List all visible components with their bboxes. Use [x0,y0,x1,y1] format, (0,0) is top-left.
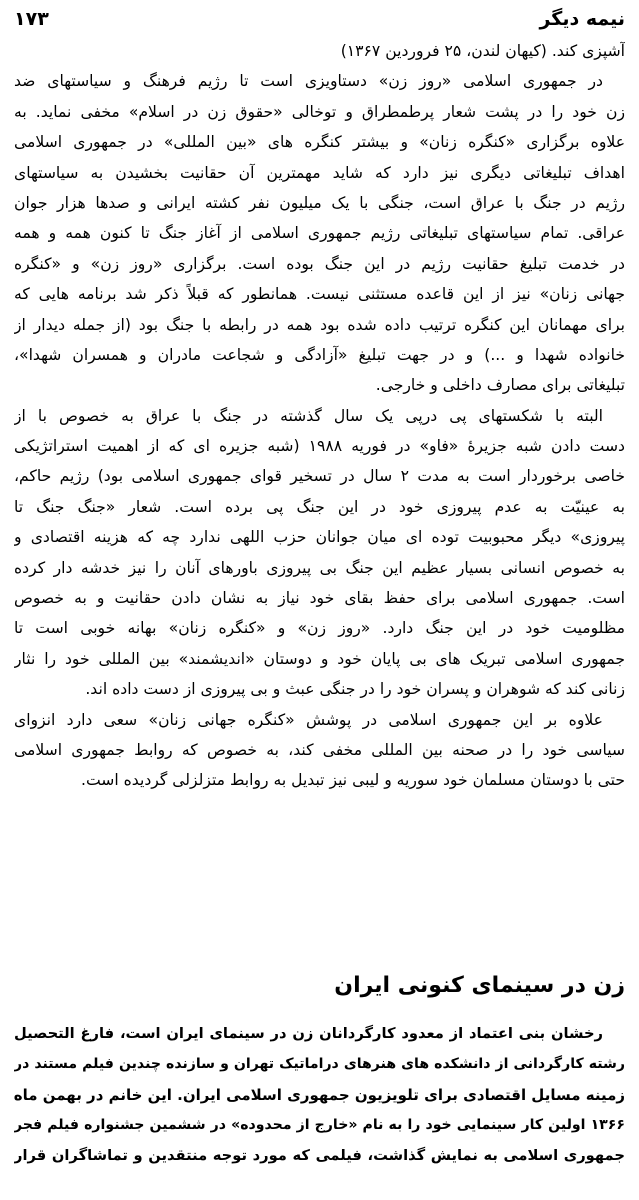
text-line: حتی با دوستان مسلمان خود سوریه و لیبی نیز تبدیل به روابط متزلزلی گردیده است. [81,771,625,790]
paragraph [14,401,625,705]
text-line: علاوه برگزاری «کنگره زنان» و بیشتر کنگره های «بین المللی» در جمهوری اسلامی [14,133,625,152]
text-line: پیروزی» دیگر محبوبیت توده ای میان جوانان حزب اللهی ندارد چه که هزینه اقتصادی و [14,528,625,547]
text-line: البته با شکستهای پی درپی یک سال گذشته در جنگ با عراق به خصوص با از [14,406,603,425]
text-line: به خصوص انسانی بسیار عظیم این جنگ بی پیروزی باورهای آنان را نیز خدشه دار کرده [14,558,625,577]
text-line: سیاسی خود را در صحنه بین المللی مخفی کند، به خصوص که روابط جمهوری اسلامی [14,740,625,759]
text-line: به عینیّت به عدم پیروزی خود در این جنگ پی برده است. شعار «جنگ جنگ تا [14,497,625,516]
text-line: در جمهوری اسلامی «روز زن» دستاویزی است تا رژیم فرهنگ و سیاستهای ضد [14,72,603,91]
text-line: تبلیغاتی برای مصارف داخلی و خارجی. [375,376,625,395]
text-line: جهانی زنان» نیز از این قاعده مستثنی نیست. همانطور که قبلاً ذکر شد برنامه هایی که [14,285,625,304]
running-header [14,4,625,34]
text-line: برای مهمانان این کنگره ترتیب داده شده بود همه در رابطه با جنگ بود (از جمله دیدار از [14,315,625,334]
text-line: آشپزی کند. (کیهان لندن، ۲۵ فروردین ۱۳۶۷) [340,42,625,60]
body-text-part-1 [14,36,625,796]
body-text-part-2 [14,1019,625,1171]
text-line: جمهوری اسلامی تبریک های بی پایان خود و دوستان «اندیشمند» بین المللی خود را نثار [14,649,625,668]
text-line: جمهوری اسلامی به نمایش گذاشت، فیلمی که مورد توجه منتقدین و تماشاگران قرار [14,1146,625,1164]
text-line: رخشان بنی اعتماد از معدود کارگردانان زن در سینمای ایران است، فارغ التحصیل [14,1025,603,1042]
text-line: مظلومیت خود در این جنگ دارد. «روز زن» و «کنگره زنان» بهانه خوبی است تا [14,619,625,638]
text-line: زنانی کند که شوهران و پسران خود را در جنگی عبث و بی پیروزی از دست داده اند. [85,680,625,699]
section-heading: زن در سینمای کنونی ایران [334,973,625,999]
paragraph [14,705,625,796]
running-title: نیمه دیگر [539,8,625,30]
text-line: دست دادن شبه جزیرهٔ «فاو» در فوریه ۱۹۸۸ (شبه جزیره ای که از اهمیت استراتژیکی [14,437,625,456]
text-line: اهداف تبلیغاتی دیگری نیز دارد که شاید مهمترین آن حقانیت بخشیدن به سیاستهای [14,163,625,182]
text-line: خاصی برخوردار است به مدت ۲ سال در تسخیر قوای جمهوری اسلامی بود) رژیم حاکم، [14,467,625,486]
text-line: است. جمهوری اسلامی برای حفظ بقای خود نیاز به نشان دادن حقانیت و به خصوص [14,589,625,608]
text-line: زن خود را در پشت شعار پرطمطراق و توخالی «حقوق زن در اسلام» مخفی نماید. به [14,102,625,121]
page-number: ۱۷۳ [14,8,49,30]
text-line: رژیم در جنگ با عراق است، جنگی با یک میلیون نفر کشته ایرانی و صدها هزار جوان [14,193,625,212]
text-line: خانواده شهدا و ...) و در جهت تبلیغ «آزادگی و شجاعت مادران و همسران شهدا»، [14,345,625,364]
text-line: رشته کارگردانی از دانشکده های هنرهای دراماتیک تهران و سازنده چندین فیلم مستند در [14,1056,625,1073]
paragraph [14,36,625,66]
text-line: زمینه مسایل اقتصادی برای تلویزیون جمهوری اسلامی ایران. این خانم در بهمن ماه [14,1085,625,1104]
paragraph [14,1019,625,1171]
text-line: ۱۳۶۶ اولین کار سینمایی خود را به نام «خارج از محدوده» در ششمین جشنواره فیلم فجر [14,1117,625,1134]
text-line: در خدمت تبلیغ حقانیت رژیم در این جنگ بوده است. برگزاری «روز زن» و «کنگره [14,254,625,273]
text-line: عراقی. تمام سیاستهای تبلیغاتی رژیم جمهوری اسلامی از آغاز جنگ تا کنون همه و همه [14,224,625,243]
paragraph [14,66,625,400]
text-line: علاوه بر این جمهوری اسلامی در پوشش «کنگره جهانی زنان» سعی دارد انزوای [14,710,603,729]
